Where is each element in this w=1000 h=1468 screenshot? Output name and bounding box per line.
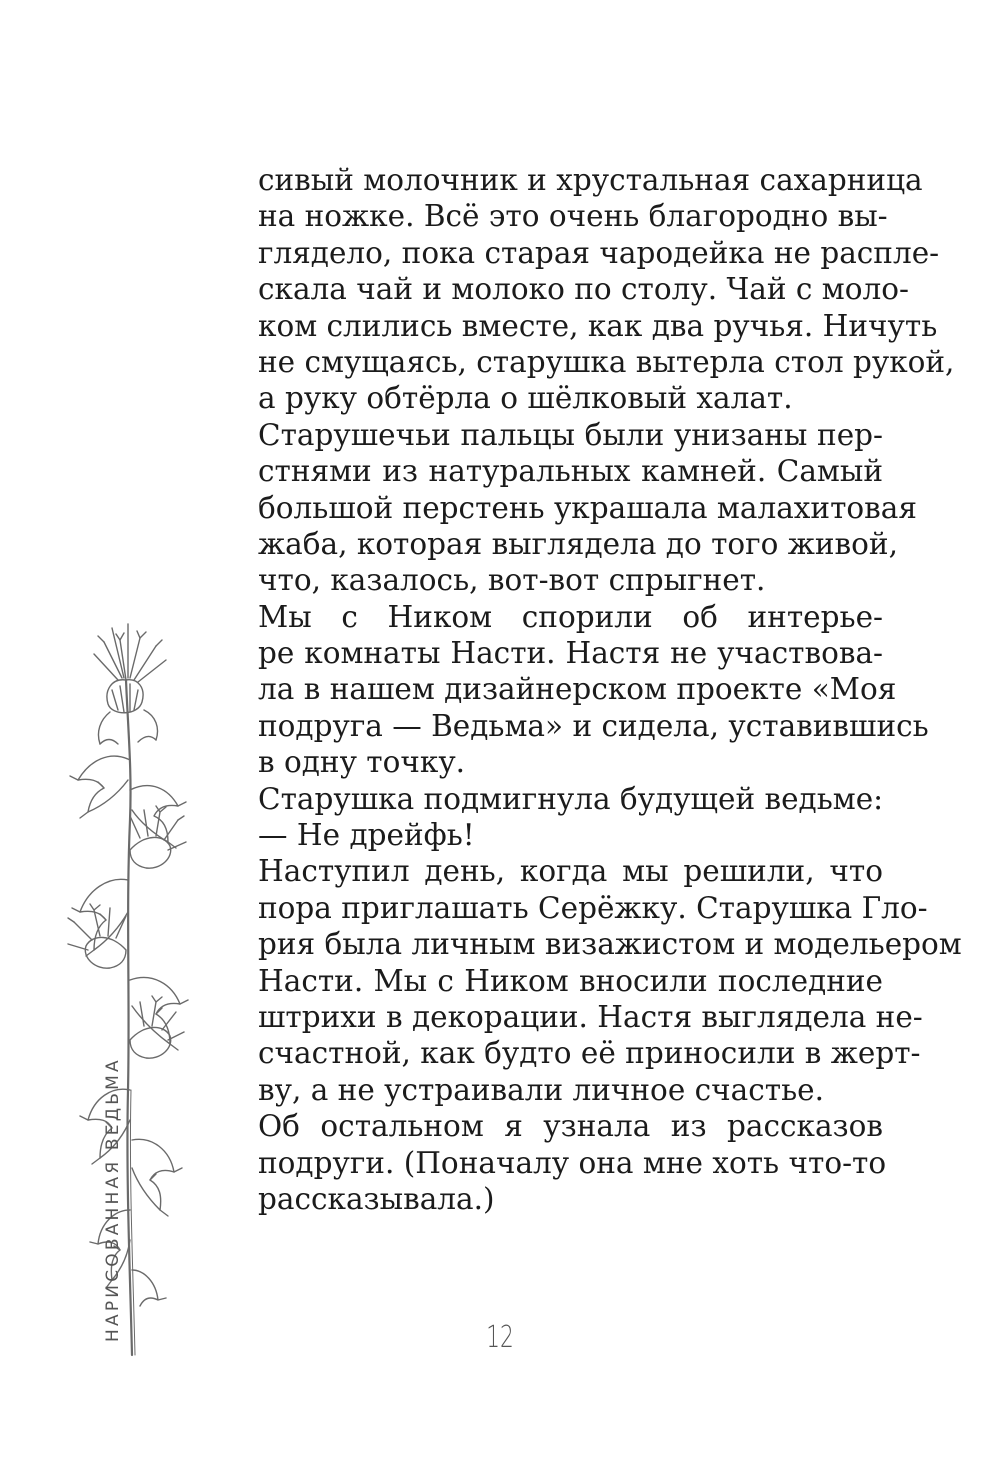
text-line: подруги. (Поначалу она мне хоть что-то <box>258 1145 887 1180</box>
text-line: рассказывала.) <box>258 1181 495 1216</box>
text-line: Мы с Ником спорили об интерье- <box>258 599 883 634</box>
text-line: что, казалось, вот-вот спрыгнет. <box>258 563 766 598</box>
text-line: Насти. Мы с Ником вносили последние <box>258 963 883 998</box>
text-line: а руку обтёрла о шёлковый халат. <box>258 381 793 416</box>
text-line: Об остальном я узнала из рассказов <box>258 1109 883 1144</box>
body-text <box>258 162 962 1217</box>
text-line: пора приглашать Серёжку. Старушка Гло- <box>258 890 928 925</box>
text-line: подруга — Ведьма» и сидела, уставившись <box>258 708 929 743</box>
text-line: ре комнаты Насти. Настя не участвова- <box>258 636 883 671</box>
text-line: штрихи в декорации. Настя выглядела не- <box>258 999 923 1034</box>
text-line: жаба, которая выглядела до того живой, <box>258 526 898 561</box>
text-line: глядело, пока старая чародейка не распле- <box>258 235 940 270</box>
text-line: рия была личным визажистом и модельером <box>258 927 962 962</box>
text-line: в одну точку. <box>258 745 466 780</box>
text-line: Старушечьи пальцы были унизаны пер- <box>258 417 883 452</box>
text-line: не смущаясь, старушка вытерла стол рукой, <box>258 344 955 379</box>
text-line: Наступил день, когда мы решили, что <box>258 854 883 889</box>
text-line: скала чай и молоко по столу. Чай с моло- <box>258 272 909 307</box>
text-line: большой перстень украшала малахитовая <box>258 490 917 525</box>
text-line: ком слились вместе, как два ручья. Ничуть <box>258 308 938 343</box>
page-number: 12 <box>486 1320 514 1355</box>
text-line: сивый молочник и хрустальная сахарница <box>258 163 923 197</box>
text-line: стнями из натуральных камней. Самый <box>258 454 883 489</box>
text-line: Старушка подмигнула будущей ведьме: <box>258 781 884 816</box>
text-line: на ножке. Всё это очень благородно вы- <box>258 199 888 234</box>
text-line: — Не дрейфь! <box>258 818 475 853</box>
thistle-illustration <box>60 620 190 1360</box>
text-line: ла в нашем дизайнерском проекте «Моя <box>258 672 897 707</box>
text-line: счастной, как будто её приносили в жерт- <box>258 1036 921 1071</box>
running-title: НАРИСОВАННАЯ ВЕДЬМА <box>103 1057 123 1342</box>
text-line: ву, а не устраивали личное счастье. <box>258 1072 825 1107</box>
